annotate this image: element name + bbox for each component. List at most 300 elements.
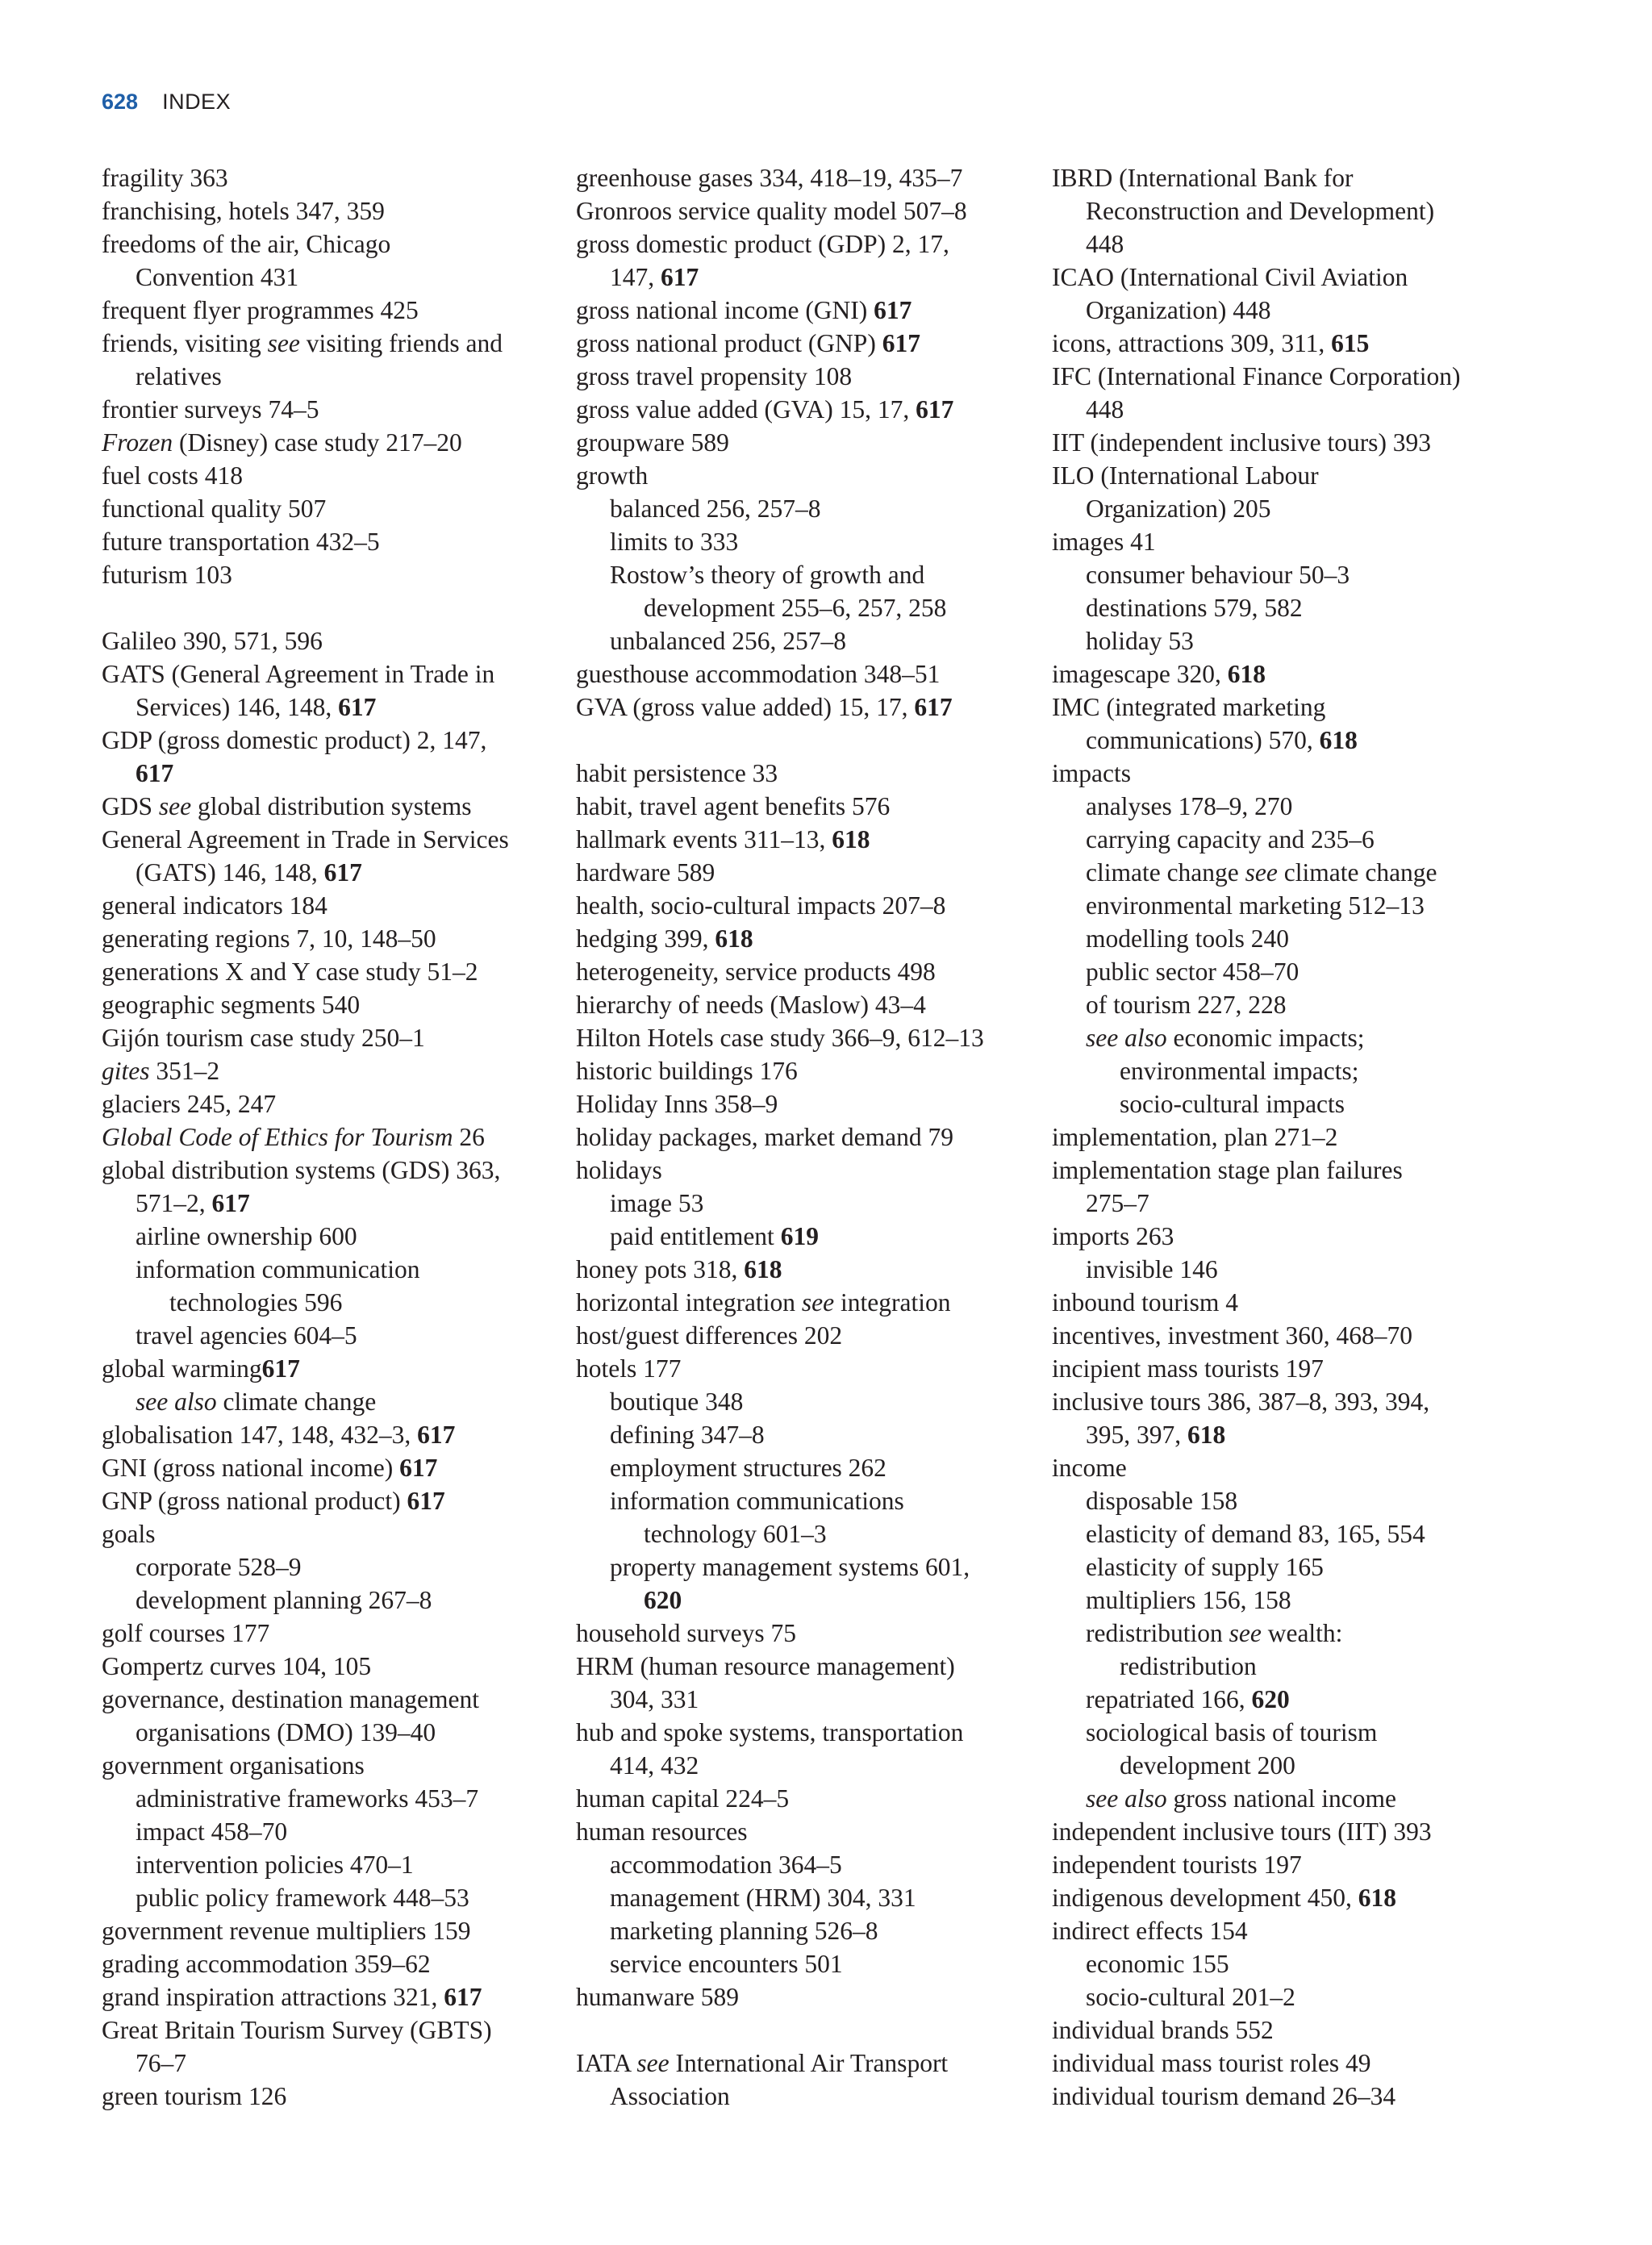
index-entry	[576, 757, 1036, 790]
index-entry	[102, 492, 553, 525]
entry-text: golf courses 177	[102, 1619, 270, 1647]
entry-text: heterogeneity, service products 498	[576, 958, 936, 986]
key-page-ref: 619	[780, 1222, 819, 1250]
entry-text: goals	[102, 1520, 156, 1548]
entry-text: imports 263	[1052, 1222, 1174, 1250]
index-entry	[102, 1120, 553, 1154]
entry-text: integration	[834, 1288, 951, 1317]
index-entry	[102, 558, 553, 591]
index-entry	[1052, 426, 1568, 459]
index-entry	[102, 657, 553, 724]
entry-text: modelling tools 240	[1086, 924, 1289, 953]
key-page-ref: 617	[338, 693, 377, 721]
entry-text: incentives, investment 360, 468–70	[1052, 1321, 1413, 1350]
entry-text: horizontal integration	[576, 1288, 802, 1317]
index-column-1	[102, 161, 553, 2113]
index-subentry	[576, 1881, 1036, 1914]
entry-text: Hilton Hotels case study 366–9, 612–13	[576, 1024, 984, 1052]
entry-text: glaciers 245, 247	[102, 1090, 277, 1118]
index-entry	[102, 194, 553, 227]
entry-text: grading accommodation 359–62	[102, 1950, 431, 1978]
entry-text: intervention policies 470–1	[136, 1851, 414, 1879]
entry-text: information communication	[136, 1255, 420, 1283]
index-entry	[1052, 757, 1568, 790]
entry-text: 414, 432	[610, 1751, 699, 1780]
entry-text: GNP (gross national product)	[102, 1487, 407, 1515]
entry-text: image 53	[610, 1189, 704, 1217]
entry-text: Holiday Inns 358–9	[576, 1090, 778, 1118]
index-entry	[102, 889, 553, 922]
index-entry	[102, 988, 553, 1021]
index-entry	[576, 1650, 1036, 1716]
entry-text: GNI (gross national income)	[102, 1454, 400, 1482]
entry-text: communications) 570,	[1086, 726, 1320, 754]
index-entry	[576, 1253, 1036, 1286]
entry-text: socio-cultural impacts	[1120, 1090, 1345, 1118]
entry-text: consumer behaviour 50–3	[1086, 561, 1350, 589]
index-entry	[576, 1782, 1036, 1815]
key-page-ref: 617	[323, 858, 362, 887]
index-entry	[576, 1021, 1036, 1054]
entry-text: growth	[576, 461, 649, 490]
key-page-ref: 618	[1358, 1884, 1396, 1912]
entry-text: development 255–6, 257, 258	[644, 594, 947, 622]
entry-text: ILO (International Labour	[1052, 461, 1319, 490]
key-page-ref: 617	[916, 395, 954, 424]
key-page-ref: 617	[882, 329, 920, 357]
entry-text: futurism 103	[102, 561, 232, 589]
entry-text: holiday packages, market demand 79	[576, 1123, 953, 1151]
index-entry	[102, 1749, 553, 1782]
entry-text: household surveys 75	[576, 1619, 796, 1647]
index-entry	[576, 426, 1036, 459]
index-subentry	[102, 1385, 553, 1418]
entry-text: economic 155	[1086, 1950, 1229, 1978]
entry-text: gross travel propensity 108	[576, 362, 853, 390]
entry-text: generating regions 7, 10, 148–50	[102, 924, 436, 953]
entry-text: socio-cultural 201–2	[1086, 1983, 1295, 2011]
index-subentry	[102, 1253, 553, 1319]
entry-text: individual brands 552	[1052, 2016, 1274, 2044]
entry-text: functional quality 507	[102, 494, 327, 523]
entry-text: wealth:	[1261, 1619, 1343, 1647]
index-subentry	[576, 492, 1036, 525]
index-entry	[1052, 1120, 1568, 1154]
entry-text: holidays	[576, 1156, 662, 1184]
entry-text: unbalanced 256, 257–8	[610, 627, 847, 655]
letter-group-gap	[576, 2013, 1036, 2047]
index-subentry	[1052, 1683, 1568, 1716]
entry-text: Gronroos service quality model 507–8	[576, 197, 967, 225]
index-subentry	[102, 1550, 553, 1584]
index-subentry	[1052, 558, 1568, 591]
index-entry	[1052, 1220, 1568, 1253]
entry-text: hardware 589	[576, 858, 715, 887]
entry-text: redistribution	[1086, 1619, 1229, 1647]
index-subentry	[1052, 591, 1568, 624]
index-entry	[102, 1683, 553, 1749]
entry-text: 351–2	[149, 1057, 220, 1085]
entry-text: gross national product (GNP)	[576, 329, 882, 357]
entry-text: future transportation 432–5	[102, 528, 380, 556]
letter-group-gap	[102, 591, 553, 624]
index-entry	[576, 889, 1036, 922]
entry-text: redistribution	[1120, 1652, 1257, 1680]
entry-text: technology 601–3	[644, 1520, 827, 1548]
entry-text: global warming	[102, 1354, 262, 1383]
index-entry	[102, 1484, 553, 1517]
key-page-ref: 617	[444, 1983, 482, 2011]
entry-text: geographic segments 540	[102, 991, 361, 1019]
index-entry	[576, 1716, 1036, 1782]
index-subentry	[576, 1220, 1036, 1253]
entry-text: hotels 177	[576, 1354, 682, 1383]
entry-text: corporate 528–9	[136, 1553, 302, 1581]
index-entry	[1052, 1848, 1568, 1881]
index-column-3	[1052, 161, 1568, 2113]
entry-text: IFC (International Finance Corporation)	[1052, 362, 1461, 390]
index-subentry	[576, 1484, 1036, 1550]
index-entry	[1052, 2013, 1568, 2047]
key-page-ref: 617	[407, 1487, 445, 1515]
entry-text: General Agreement in Trade in Services	[102, 825, 509, 853]
entry-text: employment structures 262	[610, 1454, 886, 1482]
index-entry	[1052, 459, 1568, 525]
entry-text: images 41	[1052, 528, 1156, 556]
index-entry	[1052, 1815, 1568, 1848]
index-entry	[576, 1352, 1036, 1385]
index-entry	[576, 459, 1036, 492]
index-entry	[102, 459, 553, 492]
index-subentry	[1052, 1947, 1568, 1980]
entry-text: government revenue multipliers 159	[102, 1917, 471, 1945]
italic-text: gites	[102, 1057, 150, 1085]
entry-text: individual mass tourist roles 49	[1052, 2049, 1371, 2077]
entry-text: hallmark events 311–13,	[576, 825, 832, 853]
entry-text: independent tourists 197	[1052, 1851, 1302, 1879]
index-entry	[1052, 360, 1568, 426]
entry-text: implementation, plan 271–2	[1052, 1123, 1338, 1151]
index-entry	[102, 1914, 553, 1947]
index-entry	[576, 823, 1036, 856]
entry-text: public sector 458–70	[1086, 958, 1299, 986]
index-entry	[576, 988, 1036, 1021]
key-page-ref: 617	[661, 263, 699, 291]
index-entry	[102, 1352, 553, 1385]
key-page-ref: 618	[832, 825, 870, 853]
entry-text: International Air Transport	[669, 2049, 949, 2077]
key-page-ref: 618	[1187, 1421, 1226, 1449]
key-page-ref: 620	[1251, 1685, 1290, 1713]
entry-text: 76–7	[136, 2049, 186, 2077]
entry-text: Gijón tourism case study 250–1	[102, 1024, 425, 1052]
entry-text: gross value added (GVA) 15, 17,	[576, 395, 916, 424]
index-subentry	[1052, 988, 1568, 1021]
index-subentry	[576, 525, 1036, 558]
index-subentry	[576, 624, 1036, 657]
entry-text: Rostow’s theory of growth and	[610, 561, 925, 589]
index-subentry	[1052, 955, 1568, 988]
index-subentry	[1052, 1782, 1568, 1815]
entry-text: GDS	[102, 792, 159, 820]
index-entry	[576, 657, 1036, 691]
entry-text: defining 347–8	[610, 1421, 765, 1449]
entry-text: destinations 579, 582	[1086, 594, 1303, 622]
index-entry	[1052, 327, 1568, 360]
entry-text: invisible 146	[1086, 1255, 1218, 1283]
index-subentry	[102, 1881, 553, 1914]
index-entry	[102, 1947, 553, 1980]
index-entry	[576, 393, 1036, 426]
entry-text: 147,	[610, 263, 661, 291]
entry-text: repatriated 166,	[1086, 1685, 1252, 1713]
entry-text: Reconstruction and Development)	[1086, 197, 1435, 225]
index-subentry	[1052, 1253, 1568, 1286]
key-page-ref: 618	[715, 924, 753, 953]
index-entry	[102, 1087, 553, 1120]
entry-text: accommodation 364–5	[610, 1851, 842, 1879]
italic-text: Global Code of Ethics for Tourism	[102, 1123, 453, 1151]
index-entry	[102, 327, 553, 393]
key-page-ref: 617	[399, 1454, 438, 1482]
entry-text: GVA (gross value added) 15, 17,	[576, 693, 915, 721]
entry-text: management (HRM) 304, 331	[610, 1884, 916, 1912]
entry-text: individual tourism demand 26–34	[1052, 2082, 1396, 2110]
index-entry	[102, 624, 553, 657]
index-entry	[1052, 1154, 1568, 1220]
entry-text: guesthouse accommodation 348–51	[576, 660, 941, 688]
index-entry	[102, 525, 553, 558]
index-subentry	[1052, 1617, 1568, 1683]
index-entry	[1052, 2047, 1568, 2080]
index-entry	[1052, 1914, 1568, 1947]
entry-text: freedoms of the air, Chicago	[102, 230, 391, 258]
entry-text: 448	[1086, 230, 1124, 258]
italic-text: see	[636, 2049, 670, 2077]
entry-text: (GATS) 146, 148,	[136, 858, 324, 887]
index-column-2	[576, 161, 1036, 2113]
entry-text: impact 458–70	[136, 1817, 288, 1846]
entry-text: governance, destination management	[102, 1685, 479, 1713]
entry-text: human resources	[576, 1817, 748, 1846]
entry-text: IMC (integrated marketing	[1052, 693, 1326, 721]
index-entry	[102, 922, 553, 955]
index-subentry	[1052, 856, 1568, 889]
index-entry	[102, 790, 553, 823]
entry-text: Convention 431	[136, 263, 299, 291]
entry-text: (Disney) case study 217–20	[173, 428, 462, 457]
italic-text: see also	[136, 1387, 217, 1416]
index-entry	[1052, 1352, 1568, 1385]
entry-text: Great Britain Tourism Survey (GBTS)	[102, 2016, 492, 2044]
index-entry	[102, 393, 553, 426]
entry-text: analyses 178–9, 270	[1086, 792, 1293, 820]
index-subentry	[576, 1550, 1036, 1617]
index-subentry	[1052, 922, 1568, 955]
index-subentry	[1052, 1484, 1568, 1517]
index-subentry	[102, 1848, 553, 1881]
entry-text: independent inclusive tours (IIT) 393	[1052, 1817, 1432, 1846]
index-entry	[102, 227, 553, 294]
index-entry	[576, 360, 1036, 393]
index-subentry	[1052, 1980, 1568, 2013]
index-entry	[576, 922, 1036, 955]
running-title: INDEX	[162, 90, 232, 114]
entry-text: hub and spoke systems, transportation	[576, 1718, 964, 1746]
index-entry	[576, 194, 1036, 227]
entry-text: environmental impacts;	[1120, 1057, 1359, 1085]
entry-text: global distribution systems (GDS) 363,	[102, 1156, 501, 1184]
index-entry	[576, 1980, 1036, 2013]
entry-text: Galileo 390, 571, 596	[102, 627, 323, 655]
index-entry	[576, 1154, 1036, 1187]
index-entry	[102, 1021, 553, 1054]
entry-text: Organization) 448	[1086, 296, 1271, 324]
entry-text: hedging 399,	[576, 924, 715, 953]
index-entry	[576, 856, 1036, 889]
entry-text: IATA	[576, 2049, 637, 2077]
entry-text: climate change	[1086, 858, 1245, 887]
entry-text: global distribution systems	[191, 792, 472, 820]
entry-text: incipient mass tourists 197	[1052, 1354, 1324, 1383]
entry-text: climate change	[1277, 858, 1437, 887]
key-page-ref: 617	[211, 1189, 250, 1217]
entry-text: sociological basis of tourism	[1086, 1718, 1378, 1746]
index-entry	[102, 1054, 553, 1087]
index-entry	[102, 1418, 553, 1451]
entry-text: government organisations	[102, 1751, 365, 1780]
entry-text: implementation stage plan failures	[1052, 1156, 1403, 1184]
entry-text: 275–7	[1086, 1189, 1149, 1217]
key-page-ref: 617	[914, 693, 953, 721]
entry-text: boutique 348	[610, 1387, 744, 1416]
entry-text: travel agencies 604–5	[136, 1321, 357, 1350]
entry-text: public policy framework 448–53	[136, 1884, 469, 1912]
entry-text: host/guest differences 202	[576, 1321, 843, 1350]
index-entry	[576, 227, 1036, 294]
entry-text: climate change	[216, 1387, 377, 1416]
index-subentry	[576, 1451, 1036, 1484]
index-entry	[1052, 161, 1568, 261]
index-entry	[576, 2047, 1036, 2113]
entry-text: generations X and Y case study 51–2	[102, 958, 478, 986]
index-entry	[576, 955, 1036, 988]
entry-text: friends, visiting	[102, 329, 268, 357]
entry-text: disposable 158	[1086, 1487, 1238, 1515]
key-page-ref: 620	[644, 1586, 682, 1614]
entry-text: IBRD (International Bank for	[1052, 164, 1354, 192]
entry-text: fragility 363	[102, 164, 228, 192]
index-entry	[102, 294, 553, 327]
entry-text: property management systems 601,	[610, 1553, 970, 1581]
index-entry	[1052, 1319, 1568, 1352]
index-subentry	[102, 1319, 553, 1352]
index-subentry	[1052, 1716, 1568, 1782]
index-subentry	[102, 1220, 553, 1253]
index-entry	[576, 1319, 1036, 1352]
entry-text: hierarchy of needs (Maslow) 43–4	[576, 991, 926, 1019]
index-entry	[1052, 691, 1568, 757]
entry-text: gross national income	[1166, 1784, 1396, 1813]
entry-text: frontier surveys 74–5	[102, 395, 319, 424]
key-page-ref: 615	[1331, 329, 1370, 357]
index-subentry	[102, 1815, 553, 1848]
entry-text: grand inspiration attractions 321,	[102, 1983, 444, 2011]
entry-text: 304, 331	[610, 1685, 699, 1713]
entry-text: franchising, hotels 347, 359	[102, 197, 385, 225]
entry-text: income	[1052, 1454, 1127, 1482]
italic-text: see	[1229, 1619, 1262, 1647]
entry-text: development planning 267–8	[136, 1586, 432, 1614]
entry-text: HRM (human resource management)	[576, 1652, 955, 1680]
index-subentry	[576, 1385, 1036, 1418]
entry-text: impacts	[1052, 759, 1131, 787]
index-entry	[1052, 1385, 1568, 1451]
entry-text: habit persistence 33	[576, 759, 778, 787]
entry-text: Organization) 205	[1086, 494, 1271, 523]
entry-text: health, socio-cultural impacts 207–8	[576, 891, 946, 920]
entry-text: organisations (DMO) 139–40	[136, 1718, 436, 1746]
entry-text: IIT (independent inclusive tours) 393	[1052, 428, 1432, 457]
index-subentry	[576, 1187, 1036, 1220]
index-subentry	[1052, 1021, 1568, 1120]
key-page-ref: 617	[874, 296, 912, 324]
index-entry	[102, 2013, 553, 2080]
index-entry	[1052, 1286, 1568, 1319]
entry-text: multipliers 156, 158	[1086, 1586, 1291, 1614]
index-subentry	[1052, 624, 1568, 657]
entry-text: GATS (General Agreement in Trade in	[102, 660, 495, 688]
entry-text: Association	[610, 2082, 730, 2110]
index-entry	[1052, 1881, 1568, 1914]
entry-text: elasticity of supply 165	[1086, 1553, 1324, 1581]
entry-text: indirect effects 154	[1052, 1917, 1248, 1945]
index-entry	[102, 955, 553, 988]
index-entry	[576, 161, 1036, 194]
entry-text: 571–2,	[136, 1189, 212, 1217]
italic-text: see	[158, 792, 192, 820]
italic-text: see	[801, 1288, 835, 1317]
entry-text: development 200	[1120, 1751, 1295, 1780]
index-subentry	[1052, 1550, 1568, 1584]
page-header	[102, 87, 231, 116]
italic-text: see	[267, 329, 300, 357]
entry-text: groupware 589	[576, 428, 729, 457]
index-subentry	[576, 1848, 1036, 1881]
page-number: 628	[102, 90, 139, 114]
index-entry	[102, 1517, 553, 1550]
index-entry	[102, 1980, 553, 2013]
italic-text: see	[1245, 858, 1278, 887]
key-page-ref: 618	[1319, 726, 1358, 754]
index-entry	[1052, 1451, 1568, 1484]
entry-text: gross domestic product (GDP) 2, 17,	[576, 230, 949, 258]
index-subentry	[1052, 889, 1568, 922]
entry-text: inclusive tours 386, 387–8, 393, 394,	[1052, 1387, 1430, 1416]
entry-text: GDP (gross domestic product) 2, 147,	[102, 726, 487, 754]
italic-text: see also	[1086, 1784, 1167, 1813]
index-entry	[576, 1054, 1036, 1087]
key-page-ref: 618	[1227, 660, 1266, 688]
entry-text: service encounters 501	[610, 1950, 843, 1978]
entry-text: technologies 596	[169, 1288, 343, 1317]
index-subentry	[1052, 823, 1568, 856]
entry-text: Services) 146, 148,	[136, 693, 339, 721]
index-entry	[576, 1087, 1036, 1120]
index-subentry	[576, 1914, 1036, 1947]
key-page-ref: 617	[261, 1354, 300, 1383]
italic-text: see also	[1086, 1024, 1167, 1052]
